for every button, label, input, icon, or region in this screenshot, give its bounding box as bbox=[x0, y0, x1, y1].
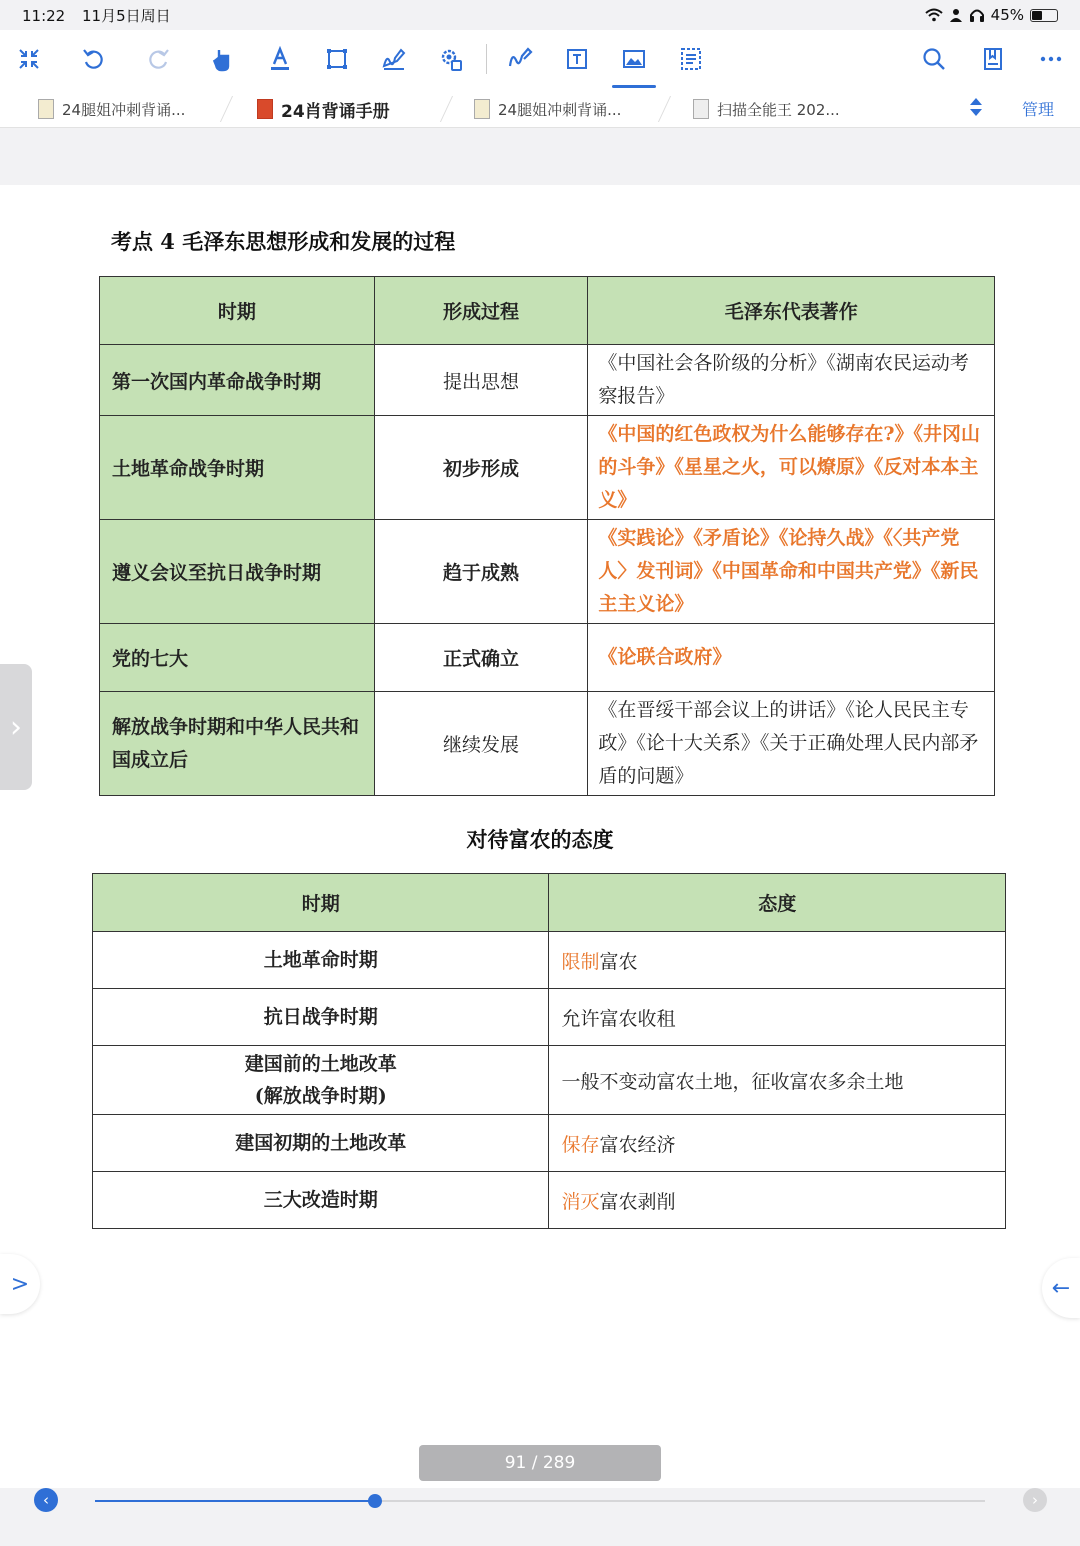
attitude-text: 富农 bbox=[599, 950, 638, 973]
sort-icon[interactable] bbox=[964, 96, 988, 118]
image-icon[interactable] bbox=[615, 40, 653, 78]
attitude-text: 富农经济 bbox=[599, 1133, 676, 1156]
table-row bbox=[93, 932, 1006, 989]
pen-icon[interactable] bbox=[501, 40, 539, 78]
attitude-cell bbox=[549, 989, 1006, 1046]
attitude-cell bbox=[549, 1115, 1006, 1172]
period-line: 建国前的土地改革 bbox=[244, 1053, 397, 1075]
battery-percent: 45% bbox=[990, 6, 1024, 24]
wifi-icon bbox=[925, 8, 943, 22]
tab-doc-1[interactable] bbox=[38, 92, 185, 126]
document-icon bbox=[38, 99, 54, 119]
page-indicator: 91 / 289 bbox=[419, 1445, 661, 1481]
undo-icon[interactable] bbox=[75, 40, 113, 78]
table-header-row bbox=[93, 874, 1006, 932]
document-tabs bbox=[0, 88, 1080, 128]
person-icon bbox=[949, 8, 963, 22]
sidebar-handle[interactable] bbox=[0, 664, 32, 790]
search-icon[interactable] bbox=[915, 40, 953, 78]
textbox-icon[interactable] bbox=[558, 40, 596, 78]
tab-label: 24腿姐冲刺背诵... bbox=[498, 100, 622, 119]
chevron-right-icon: › bbox=[10, 709, 22, 745]
tab-label: 扫描全能王 202... bbox=[717, 100, 840, 119]
attitude-cell bbox=[549, 1172, 1006, 1229]
works-cell: 《实践论》《矛盾论》《论持久战》《〈共产党人〉发刊词》《中国革命和中国共产党》《新民主主义论》 bbox=[588, 520, 995, 624]
table-row bbox=[93, 1115, 1006, 1172]
text-highlight-icon[interactable] bbox=[261, 40, 299, 78]
process-cell: 继续发展 bbox=[374, 692, 588, 796]
manage-button[interactable]: 管理 bbox=[1022, 100, 1055, 119]
status-date: 11月5日周日 bbox=[82, 6, 171, 25]
document-icon bbox=[693, 99, 709, 119]
select-rect-icon[interactable] bbox=[318, 40, 356, 78]
status-time: 11:22 bbox=[22, 6, 66, 25]
attitude-highlight: 保存 bbox=[561, 1133, 600, 1156]
settings-gear-icon[interactable] bbox=[432, 40, 470, 78]
period-cell: 第一次国内革命战争时期 bbox=[100, 345, 375, 416]
period-cell: 党的七大 bbox=[100, 624, 375, 692]
period-cell: 遵义会议至抗日战争时期 bbox=[100, 520, 375, 624]
tab-separator bbox=[440, 96, 453, 122]
tab-label: 24腿姐冲刺背诵... bbox=[62, 100, 186, 119]
arrow-left-icon: ← bbox=[1051, 1275, 1071, 1301]
column-header: 形成过程 bbox=[374, 277, 588, 345]
bookmark-icon[interactable] bbox=[974, 40, 1012, 78]
works-cell: 《在晋绥干部会议上的讲话》《论人民民主专政》《论十大关系》《关于正确处理人民内部矛盾的问题》 bbox=[588, 692, 995, 796]
period-subline: (解放战争时期) bbox=[254, 1085, 387, 1107]
works-cell: 《中国社会各阶级的分析》《湖南农民运动考察报告》 bbox=[588, 345, 995, 416]
tab-doc-4[interactable] bbox=[693, 92, 840, 126]
table-row bbox=[93, 1172, 1006, 1229]
next-page-icon[interactable]: › bbox=[1023, 1488, 1047, 1512]
status-bar bbox=[0, 0, 1080, 30]
table-row bbox=[100, 416, 995, 520]
chevron-right-icon: > bbox=[10, 1271, 30, 1297]
table-header-row bbox=[100, 277, 995, 345]
attitude-highlight: 消灭 bbox=[561, 1190, 600, 1213]
column-header: 态度 bbox=[549, 874, 1006, 932]
redo-icon[interactable] bbox=[139, 40, 177, 78]
attitude-highlight: 限制 bbox=[561, 950, 600, 973]
attitude-cell bbox=[549, 1046, 1006, 1115]
document-icon bbox=[257, 99, 273, 119]
document-icon bbox=[474, 99, 490, 119]
works-cell: 《中国的红色政权为什么能够存在?》《井冈山的斗争》《星星之火，可以燎原》《反对本本主义》 bbox=[588, 416, 995, 520]
table-row bbox=[100, 520, 995, 624]
attitude-text: 一般不变动富农土地，征收富农多余土地 bbox=[561, 1070, 904, 1093]
period-cell: 三大改造时期 bbox=[93, 1172, 549, 1229]
more-icon[interactable] bbox=[1032, 40, 1070, 78]
tab-separator bbox=[658, 96, 671, 122]
page-scrubber-bar bbox=[0, 1488, 1080, 1546]
attitude-text: 允许富农收租 bbox=[561, 1007, 676, 1030]
tab-doc-3[interactable] bbox=[474, 92, 621, 126]
process-cell: 初步形成 bbox=[374, 416, 588, 520]
period-cell: 抗日战争时期 bbox=[93, 989, 549, 1046]
table-row bbox=[100, 345, 995, 416]
signature-icon[interactable] bbox=[375, 40, 413, 78]
process-cell: 趋于成熟 bbox=[374, 520, 588, 624]
period-cell: 建国初期的土地改革 bbox=[93, 1115, 549, 1172]
rich-peasant-title: 对待富农的态度 bbox=[466, 827, 614, 852]
toolbar-divider bbox=[486, 44, 487, 74]
period-cell: 土地革命时期 bbox=[93, 932, 549, 989]
prev-page-icon[interactable]: ‹ bbox=[34, 1488, 58, 1512]
headphones-icon bbox=[969, 8, 985, 22]
rich-peasant-table bbox=[92, 873, 1006, 1229]
tab-label: 24肖背诵手册 bbox=[281, 101, 390, 122]
column-header: 时期 bbox=[93, 874, 549, 932]
attitude-text: 富农剥削 bbox=[599, 1190, 676, 1213]
battery-icon bbox=[1030, 9, 1058, 22]
table-row bbox=[100, 624, 995, 692]
status-left bbox=[22, 5, 183, 26]
period-cell: 解放战争时期和中华人民共和国成立后 bbox=[100, 692, 375, 796]
hand-icon[interactable] bbox=[203, 40, 241, 78]
section-title: 考点 4 毛泽东思想形成和发展的过程 bbox=[111, 229, 456, 254]
period-cell: 土地革命战争时期 bbox=[100, 416, 375, 520]
table-row bbox=[100, 692, 995, 796]
status-right bbox=[925, 6, 1058, 24]
column-header: 毛泽东代表著作 bbox=[588, 277, 995, 345]
process-cell: 正式确立 bbox=[374, 624, 588, 692]
attitude-cell bbox=[549, 932, 1006, 989]
thought-development-table bbox=[99, 276, 995, 796]
collapse-icon[interactable] bbox=[10, 40, 48, 78]
works-cell: 《论联合政府》 bbox=[588, 624, 995, 692]
outline-icon[interactable] bbox=[672, 40, 710, 78]
table-row bbox=[93, 989, 1006, 1046]
column-header: 时期 bbox=[100, 277, 375, 345]
battery-fill bbox=[1032, 11, 1042, 20]
table-row bbox=[93, 1046, 1006, 1115]
page-slider-fill bbox=[95, 1500, 375, 1502]
tab-doc-2[interactable] bbox=[257, 92, 390, 126]
tab-separator bbox=[220, 96, 233, 122]
process-cell: 提出思想 bbox=[374, 345, 588, 416]
period-cell bbox=[93, 1046, 549, 1115]
page-slider[interactable] bbox=[95, 1500, 985, 1502]
